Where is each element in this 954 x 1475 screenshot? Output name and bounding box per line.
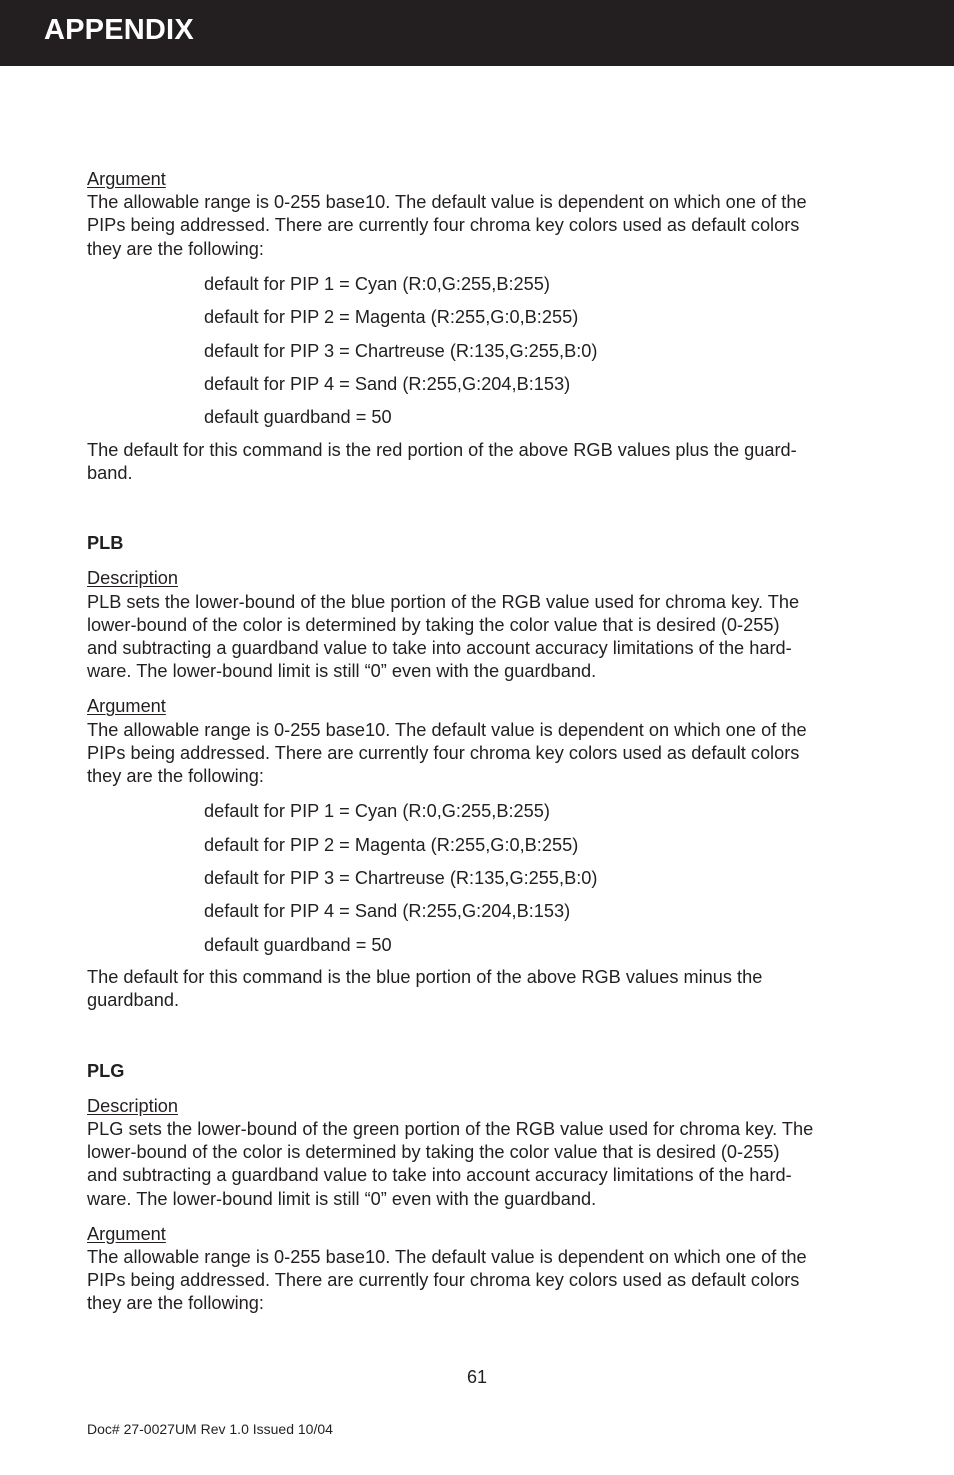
argument-line: they are the following:: [87, 766, 264, 786]
argument-line: The allowable range is 0-255 base10. The default value is dependent on which one of the: [87, 192, 807, 213]
argument-line: The allowable range is 0-255 base10. The default value is dependent on which one of the: [87, 719, 807, 740]
default-value-item: default guardband = 50: [204, 407, 392, 428]
description-label: Description: [87, 568, 178, 589]
default-note-line: The default for this command is the red portion of the above RGB values plus the guard-: [87, 439, 797, 460]
argument-line: The allowable range is 0-255 base10. The default value is dependent on which one of the: [87, 1246, 807, 1267]
default-value-item: default for PIP 3 = Chartreuse (R:135,G:255,B:0): [204, 867, 598, 888]
document-id: Doc# 27-0027UM Rev 1.0 Issued 10/04: [87, 1421, 333, 1437]
description-line: and subtracting a guardband value to take into account accuracy limitations of the hard-: [87, 637, 792, 658]
default-value-item: default for PIP 1 = Cyan (R:0,G:255,B:255): [204, 801, 550, 822]
description-line: lower-bound of the color is determined by taking the color value that is desired (0-255): [87, 1142, 780, 1163]
intro-argument-section: [87, 168, 877, 485]
description-line: PLG sets the lower-bound of the green portion of the RGB value used for chroma key. The: [87, 1118, 814, 1139]
description-line: and subtracting a guardband value to take into account accuracy limitations of the hard-: [87, 1165, 792, 1186]
argument-line: they are the following:: [87, 1293, 264, 1314]
default-value-item: default for PIP 4 = Sand (R:255,G:204,B:153): [204, 373, 571, 394]
page-header-title: APPENDIX: [44, 14, 194, 46]
default-value-item: default for PIP 1 = Cyan (R:0,G:255,B:255): [204, 273, 550, 294]
description-line: PLB sets the lower-bound of the blue portion of the RGB value used for chroma key. The: [87, 591, 800, 612]
argument-line: they are the following:: [87, 238, 264, 259]
argument-line: PIPs being addressed. There are currently four chroma key colors used as default colors: [87, 215, 800, 236]
default-note-line: guardband.: [87, 990, 180, 1011]
argument-line: PIPs being addressed. There are currently four chroma key colors used as default colors: [87, 1270, 800, 1291]
default-value-item: default for PIP 2 = Magenta (R:255,G:0,B:255): [204, 834, 579, 855]
description-line: lower-bound of the color is determined by taking the color value that is desired (0-255): [87, 614, 780, 635]
description-line: ware. The lower-bound limit is still “0” even with the guardband.: [87, 661, 597, 682]
command-title-plb: PLB: [87, 533, 124, 554]
description-label: Description: [87, 1095, 178, 1116]
default-note-line: band.: [87, 462, 133, 483]
page-number: 61: [466, 1367, 488, 1387]
default-values-list: [87, 800, 877, 967]
header-bar: [0, 0, 954, 66]
page-content: [87, 168, 877, 1316]
default-value-item: default for PIP 2 = Magenta (R:255,G:0,B:255): [204, 307, 579, 328]
default-note-line: The default for this command is the blue portion of the above RGB values minus the: [87, 967, 763, 988]
argument-label: Argument: [87, 1223, 166, 1244]
default-value-item: default for PIP 4 = Sand (R:255,G:204,B:153): [204, 901, 571, 922]
plb-section: [87, 532, 877, 1012]
default-note: [87, 966, 877, 1012]
argument-line: PIPs being addressed. There are currently four chroma key colors used as default colors: [87, 742, 800, 763]
default-value-item: default guardband = 50: [204, 934, 392, 955]
default-values-list: [87, 273, 877, 440]
argument-label: Argument: [87, 696, 166, 717]
description-line: ware. The lower-bound limit is still “0” even with the guardband.: [87, 1188, 597, 1209]
plg-section: [87, 1060, 877, 1316]
default-value-item: default for PIP 3 = Chartreuse (R:135,G:255,B:0): [204, 340, 598, 361]
default-note: [87, 439, 877, 485]
argument-label: Argument: [87, 169, 166, 189]
command-title-plg: PLG: [87, 1060, 125, 1081]
